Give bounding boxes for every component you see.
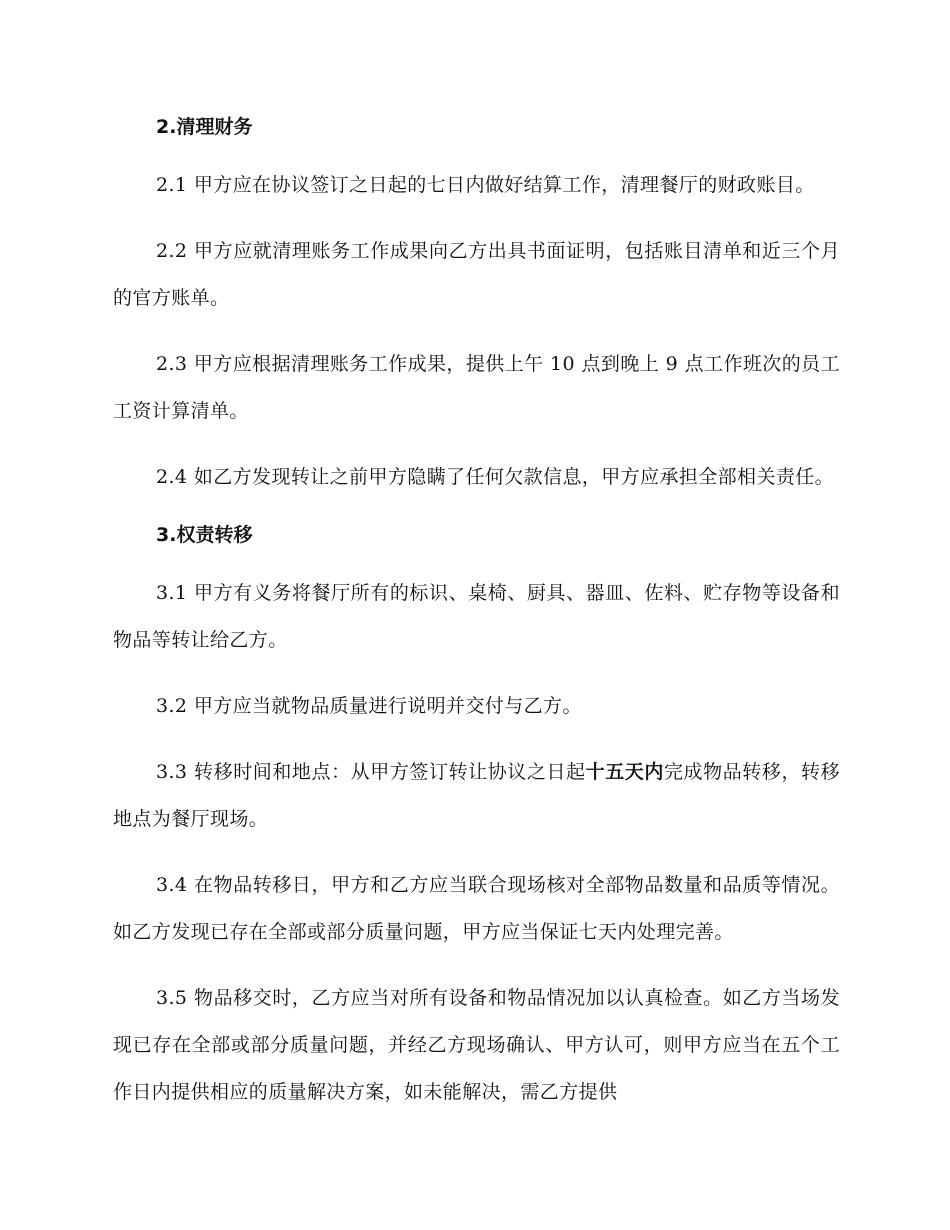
section-clear-finance (113, 112, 840, 501)
clause-3-1: 3.1 甲方有义务将餐厅所有的标识、桌椅、厨具、器皿、佐料、贮存物等设备和物品等转让给乙方。 (113, 582, 840, 651)
clause-3-3-text-before: 3.3 转移时间和地点：从甲方签订转让协议之日起 (156, 761, 586, 783)
clause-2-3: 2.3 甲方应根据清理账务工作成果，提供上午 10 点到晚上 9 点工作班次的员工工资计算清单。 (113, 353, 840, 422)
clause-3-4: 3.4 在物品转移日，甲方和乙方应当联合现场核对全部物品数量和品质等情况。如乙方发现已存在全部或部分质量问题，甲方应当保证七天内处理完善。 (113, 874, 840, 943)
clause-3-5: 3.5 物品移交时，乙方应当对所有设备和物品情况加以认真检查。如乙方当场发现已存在全部或部分质量问题，并经乙方现场确认、甲方认可，则甲方应当在五个工作日内提供相应的质量解决方案，如未能解决，需乙方提供 (113, 987, 840, 1103)
section-heading: 2.清理财务 (156, 116, 253, 138)
clause-3-3-emphasis: 十五天内 (585, 761, 664, 783)
clause-3-2: 3.2 甲方应当就物品质量进行说明并交付与乙方。 (156, 695, 582, 717)
clause-3-3-text-after: 完成物品转移，转移地点为餐厅现场。 (113, 761, 841, 830)
clause-2-4: 2.4 如乙方发现转让之前甲方隐瞒了任何欠款信息，甲方应承担全部相关责任。 (156, 466, 835, 488)
section-transfer-rights (113, 520, 840, 1116)
document-body (113, 112, 840, 1135)
clause-2-1: 2.1 甲方应在协议签订之日起的七日内做好结算工作，清理餐厅的财政账目。 (156, 174, 815, 196)
clause-2-2: 2.2 甲方应就清理账务工作成果向乙方出具书面证明，包括账目清单和近三个月的官方账单。 (113, 240, 840, 309)
section-heading: 3.权责转移 (156, 524, 253, 546)
clause-3-3 (113, 749, 840, 843)
